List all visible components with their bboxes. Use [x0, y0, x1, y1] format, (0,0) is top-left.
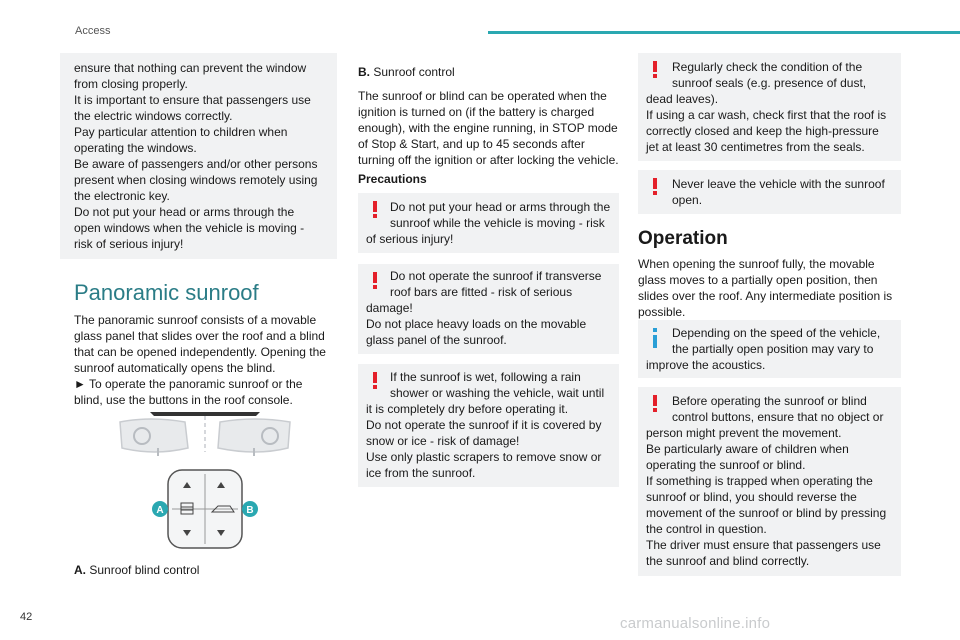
caption-b: [358, 64, 455, 80]
warning-line: operating the sunroof or blind.: [646, 458, 806, 472]
warning-icon: [368, 272, 382, 290]
warning-icon: [648, 61, 662, 79]
operation-line: slides over the roof. Any intermediate position is: [638, 289, 893, 303]
warning-line: Before operating the sunroof or blind: [672, 394, 867, 408]
warning-box-head-arms: [358, 193, 619, 253]
caption-a: [74, 562, 199, 578]
box-line: risk of serious injury!: [74, 237, 184, 251]
warning-line: Never leave the vehicle with the sunroof: [672, 177, 885, 191]
warning-line: it is completely dry before operating it.: [366, 402, 569, 416]
warning-line: shower or washing the vehicle, wait until: [390, 386, 605, 400]
warning-line: Be particularly aware of children when: [646, 442, 849, 456]
operating-conditions-line: turning off the ignition or after locking the vehicle.: [358, 153, 619, 167]
warning-line: jet at least 30 centimetres from the seals.: [646, 140, 865, 154]
box-line: Pay particular attention to children when: [74, 125, 288, 139]
warning-icon: [648, 178, 662, 196]
warning-line: ice from the sunroof.: [366, 466, 476, 480]
figure-label-a: A: [156, 505, 164, 516]
warning-line: sunroof while the vehicle is moving - risk: [390, 216, 605, 230]
box-line: operating the windows.: [74, 141, 197, 155]
warning-box-roof-bars: [358, 264, 619, 354]
operation-line: glass moves to a partially open position, then: [638, 273, 878, 287]
caption-b-letter: B.: [358, 65, 370, 79]
box-line: present when closing windows remotely using: [74, 173, 318, 187]
warning-line: Do not place heavy loads on the movable: [366, 317, 587, 331]
warning-box-leave-open: [638, 170, 901, 214]
info-line: the partially open position may vary to: [672, 342, 874, 356]
warning-icon: [368, 372, 382, 390]
warning-line: sunroof or blind, you should reverse the: [646, 490, 857, 504]
operation-line: When opening the sunroof fully, the movable: [638, 257, 875, 271]
operating-conditions-line: ignition is turned on (if the battery is charged: [358, 105, 595, 119]
step-line: blind, use the buttons in the roof console.: [74, 393, 293, 407]
warning-line: glass panel of the sunroof.: [366, 333, 507, 347]
info-box-acoustics: [638, 320, 901, 378]
box-line: from closing properly.: [74, 77, 188, 91]
watermark: carmanualsonline.info: [620, 615, 771, 632]
box-line: Do not put your head or arms through the: [74, 205, 295, 219]
warning-line: correctly closed and keep the high-pressure: [646, 124, 879, 138]
intro-line: glass panel that slides over the roof and a blind: [74, 329, 325, 343]
warning-line: Do not operate the sunroof if transverse: [390, 269, 602, 283]
warning-line: the control in question.: [646, 522, 767, 536]
roof-console-illustration: [110, 408, 300, 556]
box-line: the electric windows correctly.: [74, 109, 233, 123]
operation-line: possible.: [638, 305, 686, 319]
figure-label-b: B: [246, 505, 254, 516]
box-line: open windows when the vehicle is moving -: [74, 221, 305, 235]
info-icon: [648, 328, 662, 348]
info-line: improve the acoustics.: [646, 358, 766, 372]
intro-line: that can be opened independently. Opening the: [74, 345, 326, 359]
warning-box-movement: [638, 387, 901, 576]
precautions-heading: Precautions: [358, 172, 427, 186]
warning-line: The driver must ensure that passengers use: [646, 538, 881, 552]
warning-line: Use only plastic scrapers to remove snow or: [366, 450, 602, 464]
warning-line: of serious injury!: [366, 232, 454, 246]
warning-line: control buttons, ensure that no object or: [672, 410, 884, 424]
page-number: 42: [20, 611, 33, 623]
box-line: It is important to ensure that passengers use: [74, 93, 311, 107]
warning-box-wet-sunroof: [358, 364, 619, 487]
window-safety-box: [60, 53, 337, 259]
warning-icon: [648, 395, 662, 413]
operation-heading: Operation: [638, 228, 728, 249]
warning-line: If the sunroof is wet, following a rain: [390, 370, 581, 384]
warning-line: roof bars are fitted - risk of serious: [390, 285, 573, 299]
warning-line: movement of the sunroof or blind by pressing: [646, 506, 887, 520]
info-line: Depending on the speed of the vehicle,: [672, 326, 881, 340]
operating-conditions-line: of Stop & Start, and up to 45 seconds after: [358, 137, 585, 151]
caption-b-text: Sunroof control: [373, 65, 455, 79]
caption-a-letter: A.: [74, 563, 86, 577]
warning-line: Do not operate the sunroof if it is covered by: [366, 418, 602, 432]
warning-line: damage!: [366, 301, 413, 315]
intro-line: sunroof automatically opens the blind.: [74, 361, 276, 375]
section-title: Access: [75, 25, 111, 37]
warning-line: person might prevent the movement.: [646, 426, 842, 440]
box-line: ensure that nothing can prevent the window: [74, 61, 307, 75]
panoramic-sunroof-heading: Panoramic sunroof: [74, 280, 259, 305]
warning-line: the sunroof and blind correctly.: [646, 554, 810, 568]
warning-line: If using a car wash, check first that the roof is: [646, 108, 887, 122]
warning-line: sunroof seals (e.g. presence of dust,: [672, 76, 867, 90]
warning-line: Do not put your head or arms through the: [390, 200, 611, 214]
operating-conditions-line: enough), with the engine running, in STOP mode: [358, 121, 618, 135]
warning-line: snow or ice - risk of damage!: [366, 434, 520, 448]
box-line: Be aware of passengers and/or other persons: [74, 157, 318, 171]
warning-line: dead leaves).: [646, 92, 719, 106]
warning-line: Regularly check the condition of the: [672, 60, 863, 74]
header-accent-bar: [488, 31, 960, 34]
warning-line: open.: [672, 193, 703, 207]
intro-line: The panoramic sunroof consists of a movable: [74, 313, 317, 327]
warning-icon: [368, 201, 382, 219]
operating-conditions-line: The sunroof or blind can be operated when the: [358, 89, 607, 103]
step-line: ► To operate the panoramic sunroof or the: [74, 377, 303, 391]
warning-line: If something is trapped when operating the: [646, 474, 873, 488]
box-line: the electronic key.: [74, 189, 170, 203]
caption-a-text: Sunroof blind control: [89, 563, 200, 577]
warning-box-seals: [638, 53, 901, 161]
